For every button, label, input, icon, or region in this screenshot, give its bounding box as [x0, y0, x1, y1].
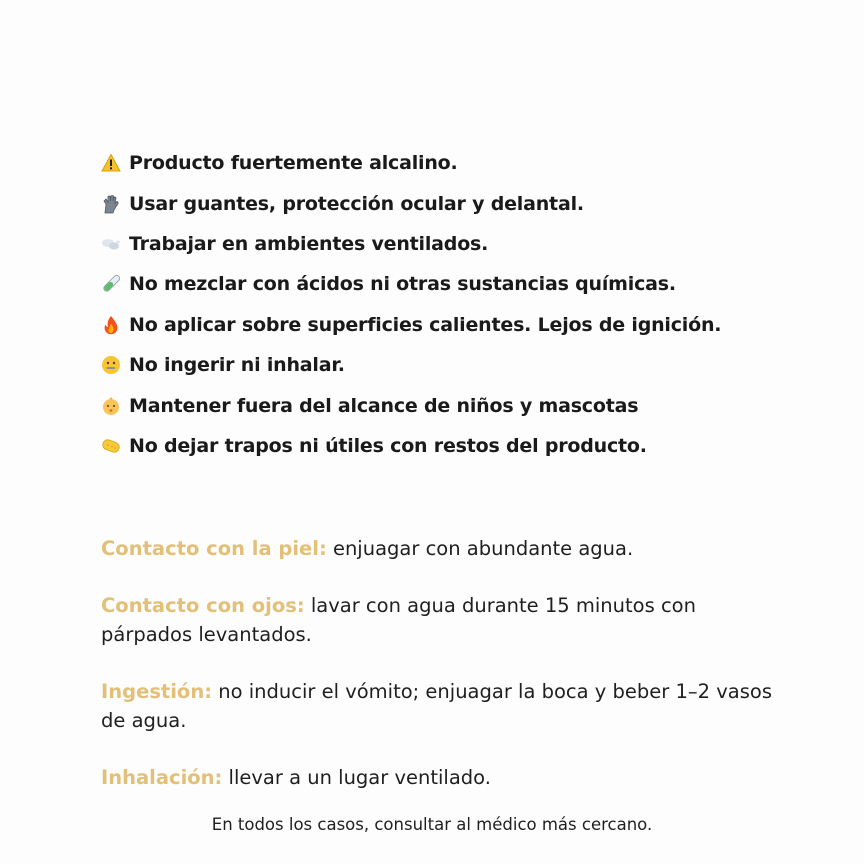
warning-text: No mezclar con ácidos ni otras sustancias químicas. [129, 273, 676, 296]
warning-item [100, 385, 721, 425]
warning-icon [100, 152, 122, 174]
baby-face-icon [100, 395, 122, 417]
warning-item [100, 224, 721, 264]
warning-text: Producto fuertemente alcalino. [129, 152, 458, 175]
wind-icon [100, 233, 122, 255]
footer-note: En todos los casos, consultar al médico más cercano. [211, 815, 653, 834]
warning-item [100, 426, 721, 466]
zipper-mouth-face-icon [100, 354, 122, 376]
warning-text: Usar guantes, protección ocular y delantal. [129, 192, 584, 215]
warning-item [100, 264, 721, 304]
first-aid-text: llevar a un lugar ventilado. [228, 766, 491, 789]
fire-icon [100, 314, 122, 336]
test-tube-icon [100, 273, 122, 295]
warning-text: No dejar trapos ni útiles con restos del producto. [129, 434, 647, 457]
warnings-list [100, 143, 721, 466]
warning-text: Mantener fuera del alcance de niños y mascotas [129, 394, 639, 417]
warning-item [100, 143, 721, 183]
first-aid-item [101, 763, 781, 792]
first-aid-item [101, 677, 781, 735]
first-aid-text: enjuagar con abundante agua. [332, 537, 634, 560]
first-aid-title: Ingestión: [101, 680, 213, 703]
warning-item [100, 183, 721, 223]
first-aid-text: no inducir el vómito; enjuagar la boca y beber 1–2 vasos de agua. [101, 680, 772, 732]
first-aid-title: Contacto con la piel: [101, 537, 327, 560]
warning-item [100, 345, 721, 385]
first-aid-title: Inhalación: [101, 766, 223, 789]
glove-icon [100, 193, 122, 215]
first-aid-title: Contacto con ojos: [101, 594, 305, 617]
warning-text: Trabajar en ambientes ventilados. [129, 232, 489, 255]
first-aid-item [101, 534, 781, 563]
warning-text: No ingerir ni inhalar. [129, 354, 345, 377]
first-aid-section [101, 534, 781, 820]
first-aid-text: lavar con agua durante 15 minutos con párpados levantados. [101, 594, 696, 646]
warning-text: No aplicar sobre superficies calientes. Lejos de ignición. [129, 313, 722, 336]
warning-item [100, 305, 721, 345]
first-aid-item [101, 591, 781, 649]
sponge-icon [100, 435, 122, 457]
